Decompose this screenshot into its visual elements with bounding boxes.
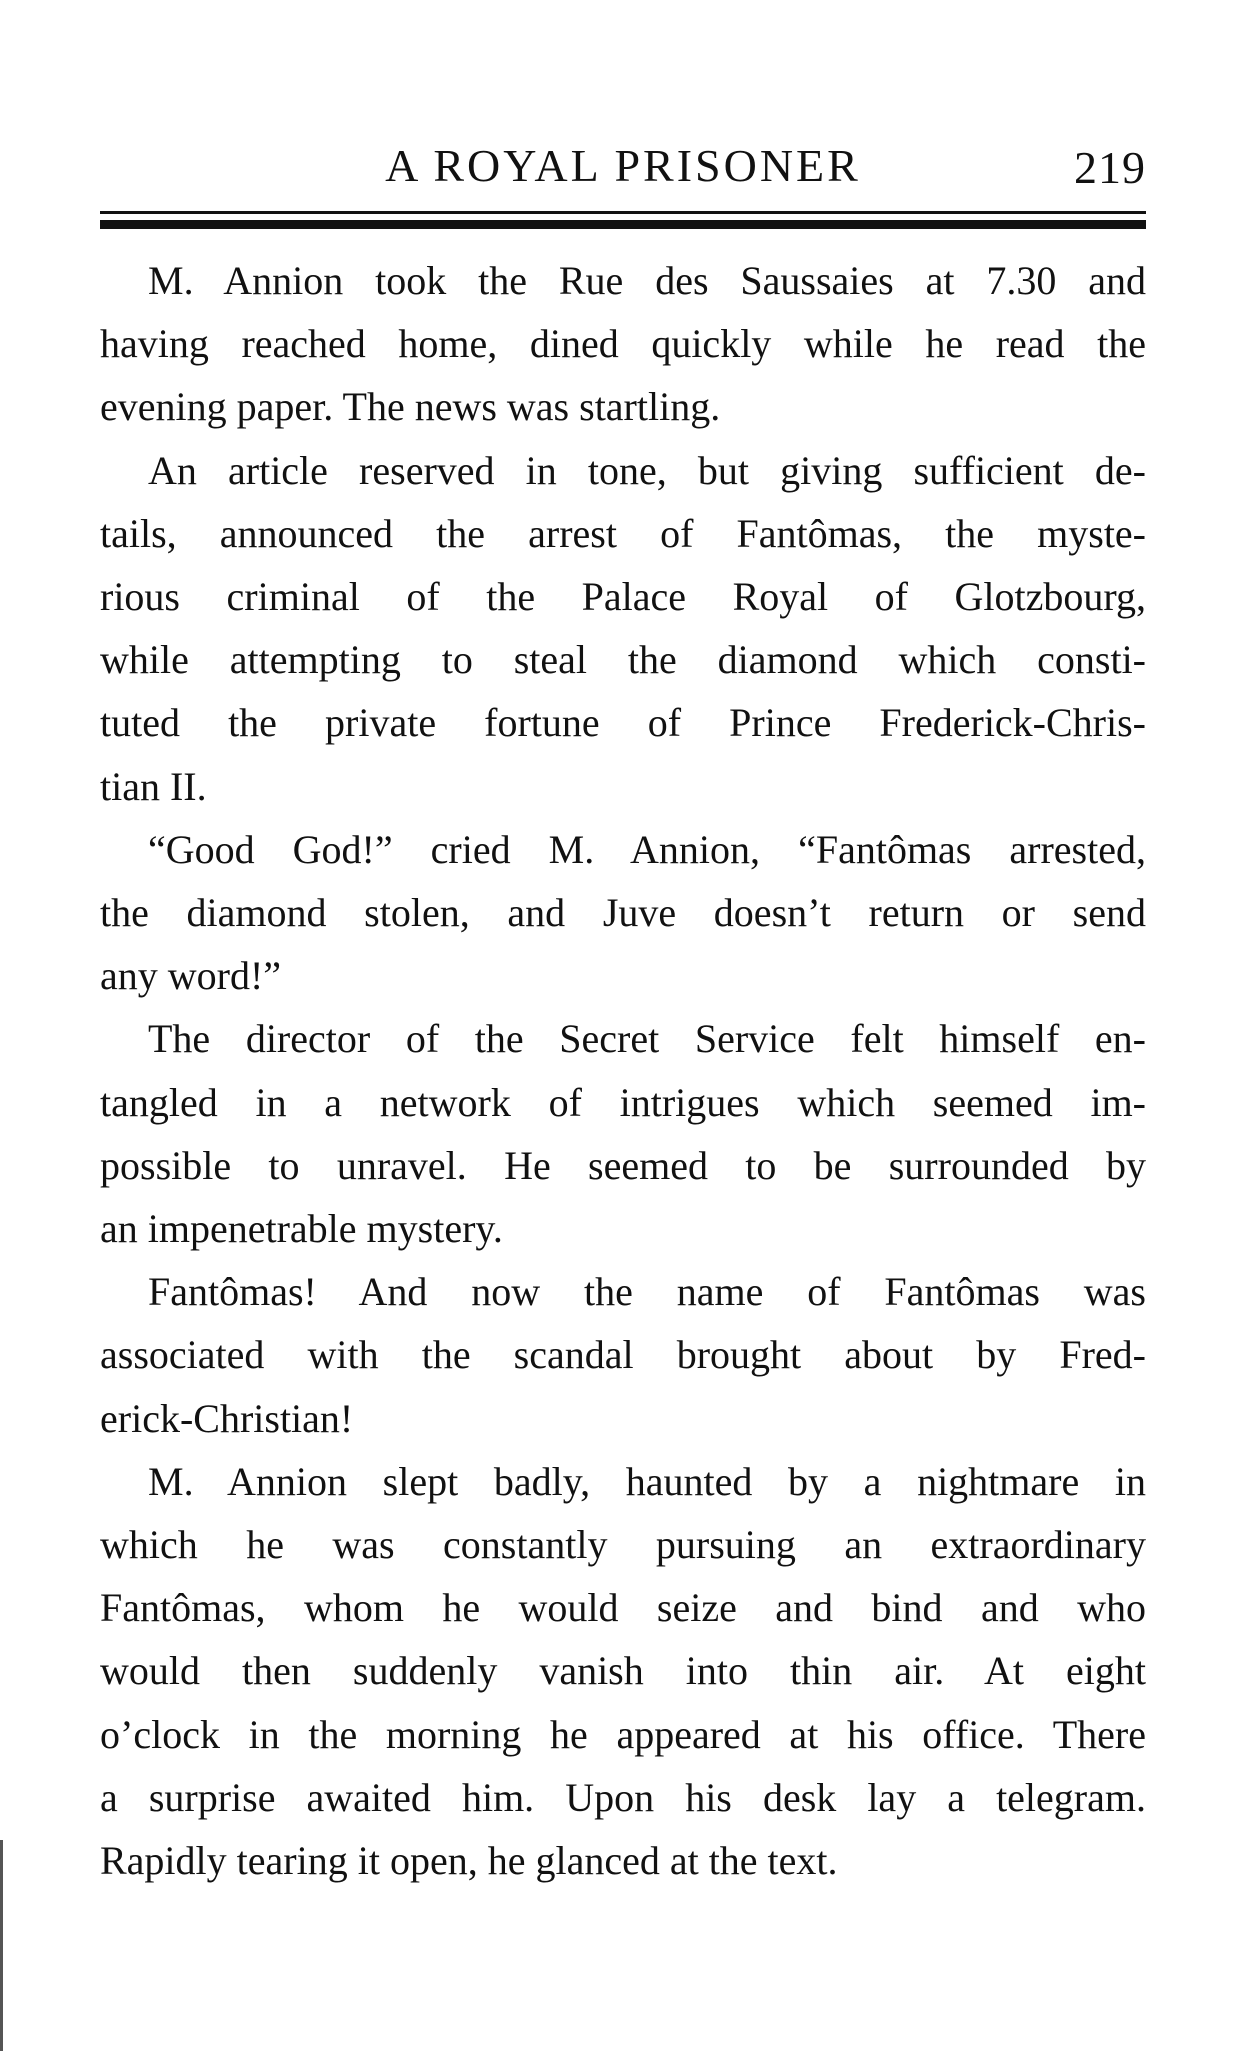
paragraph-6 (100, 1450, 1146, 1892)
header-rule-thick (100, 220, 1146, 229)
paragraph-2 (100, 439, 1146, 818)
paragraph-3 (100, 818, 1146, 1008)
text-line: “Good God!” cried M. Annion, “Fantômas arrested, (148, 826, 1146, 872)
page-binding-edge (0, 1840, 3, 2051)
body-text (100, 249, 1146, 1892)
text-line: associated with the scandal brought about by Fred- (100, 1332, 1146, 1378)
text-line: would then suddenly vanish into thin air. At eight (100, 1648, 1146, 1694)
text-line: An article reserved in tone, but giving sufficient de- (148, 447, 1146, 493)
paragraph-4 (100, 1007, 1146, 1260)
text-line: any word!” (100, 953, 282, 999)
text-line: the diamond stolen, and Juve doesn’t return or send (100, 890, 1146, 936)
text-line: tails, announced the arrest of Fantômas, the myste- (100, 510, 1146, 556)
text-line: evening paper. The news was startling. (100, 384, 721, 430)
text-line: Fantômas, whom he would seize and bind and who (100, 1585, 1146, 1631)
text-line: o’clock in the morning he appeared at his office. There (100, 1711, 1146, 1757)
text-line: erick-Christian! (100, 1395, 354, 1441)
paragraph-5 (100, 1260, 1146, 1450)
running-title: A ROYAL PRISONER (385, 140, 861, 191)
text-line: tian II. (100, 763, 207, 809)
text-line: M. Annion slept badly, haunted by a nightmare in (148, 1458, 1146, 1504)
text-line: having reached home, dined quickly while he read the (100, 321, 1146, 367)
paragraph-1 (100, 249, 1146, 439)
text-line: which he was constantly pursuing an extraordinary (100, 1522, 1146, 1568)
text-line: an impenetrable mystery. (100, 1206, 503, 1252)
text-line: Rapidly tearing it open, he glanced at the text. (100, 1838, 838, 1884)
text-line: tuted the private fortune of Prince Frederick-Chris- (100, 700, 1146, 746)
text-line: M. Annion took the Rue des Saussaies at 7.30 and (148, 258, 1146, 303)
page-number: 219 (1074, 142, 1146, 193)
text-line: tangled in a network of intrigues which seemed im- (100, 1079, 1146, 1125)
text-line: a surprise awaited him. Upon his desk lay a telegram. (100, 1774, 1146, 1820)
text-line: possible to unravel. He seemed to be surrounded by (100, 1142, 1146, 1188)
running-head (100, 136, 1146, 196)
text-line: rious criminal of the Palace Royal of Glotzbourg, (100, 574, 1146, 620)
text-line: The director of the Secret Service felt himself en- (148, 1016, 1146, 1062)
text-line: Fantômas! And now the name of Fantômas was (148, 1269, 1146, 1315)
text-line: while attempting to steal the diamond which consti- (100, 637, 1146, 683)
header-rule-thin (100, 211, 1146, 214)
